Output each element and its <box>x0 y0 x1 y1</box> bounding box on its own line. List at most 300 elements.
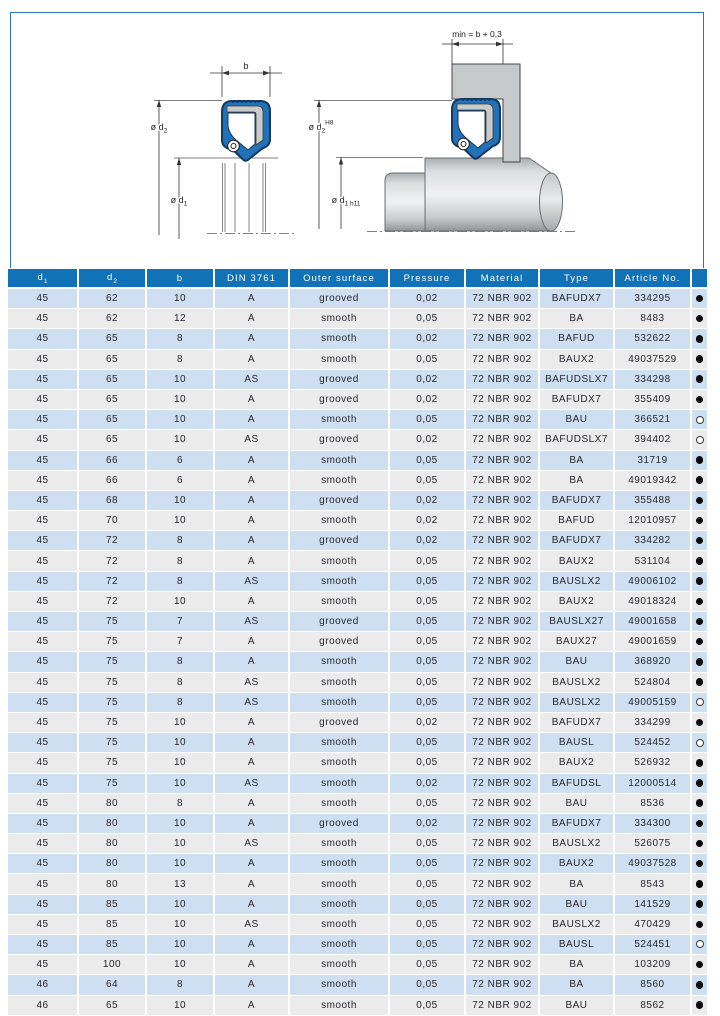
table-row <box>8 572 707 592</box>
cell-d1: 45 <box>8 491 79 511</box>
column-header-b: b <box>147 269 215 289</box>
cell-article-no: 49019342 <box>615 471 692 491</box>
cell-b: 8 <box>147 350 215 370</box>
cell-pressure: 0,05 <box>390 612 466 632</box>
cell-type: BA <box>540 451 615 471</box>
availability-dot-filled <box>696 759 704 767</box>
cell-din-3761: A <box>215 531 290 551</box>
table-row <box>8 370 707 390</box>
cell-b: 10 <box>147 390 215 410</box>
cell-d1: 45 <box>8 774 79 794</box>
table-row <box>8 410 707 430</box>
cell-din-3761: AS <box>215 673 290 693</box>
cell-outer-surface: smooth <box>290 451 390 471</box>
cell-din-3761: A <box>215 874 290 894</box>
cell-d2: 65 <box>79 370 147 390</box>
cell-article-no: 49037528 <box>615 854 692 874</box>
cell-din-3761: A <box>215 289 290 309</box>
table-row <box>8 996 707 1016</box>
dimension-label-d2-h8: ø $d_2^{H8}$ <box>308 119 334 135</box>
cell-pressure: 0,05 <box>390 935 466 955</box>
availability-dot-open <box>696 739 704 747</box>
column-header-pressure: Pressure <box>390 269 466 289</box>
cell-outer-surface: smooth <box>290 834 390 854</box>
cell-material: 72 NBR 902 <box>466 632 540 652</box>
cell-b: 8 <box>147 572 215 592</box>
cell-din-3761: A <box>215 309 290 329</box>
cell-type: BAU <box>540 652 615 672</box>
availability-cell <box>692 572 707 592</box>
table-row <box>8 693 707 713</box>
cell-d2: 75 <box>79 652 147 672</box>
cell-article-no: 49005159 <box>615 693 692 713</box>
cell-material: 72 NBR 902 <box>466 350 540 370</box>
cell-b: 10 <box>147 895 215 915</box>
cell-type: BAUSLX2 <box>540 572 615 592</box>
cell-article-no: 334299 <box>615 713 692 733</box>
cell-material: 72 NBR 902 <box>466 612 540 632</box>
table-row <box>8 874 707 894</box>
column-header-type: Type <box>540 269 615 289</box>
cell-material: 72 NBR 902 <box>466 774 540 794</box>
cell-article-no: 49018324 <box>615 592 692 612</box>
availability-dot-filled <box>696 396 704 404</box>
cell-d1: 45 <box>8 410 79 430</box>
cell-din-3761: A <box>215 551 290 571</box>
cell-pressure: 0,05 <box>390 975 466 995</box>
cell-outer-surface: smooth <box>290 673 390 693</box>
cell-type: BAU <box>540 410 615 430</box>
cell-pressure: 0,02 <box>390 814 466 834</box>
cell-outer-surface: smooth <box>290 572 390 592</box>
availability-cell <box>692 895 707 915</box>
cell-pressure: 0,02 <box>390 774 466 794</box>
table-row <box>8 390 707 410</box>
cell-pressure: 0,02 <box>390 531 466 551</box>
availability-dot-open <box>696 698 704 706</box>
cell-din-3761: A <box>215 410 290 430</box>
availability-dot-filled <box>696 335 704 343</box>
availability-dot-filled <box>696 497 704 505</box>
cell-din-3761: A <box>215 955 290 975</box>
cell-din-3761: A <box>215 329 290 349</box>
cell-d1: 45 <box>8 955 79 975</box>
availability-dot-filled <box>696 719 704 727</box>
cell-b: 10 <box>147 915 215 935</box>
dimension-label-d2: ø $d_2$ <box>150 122 168 135</box>
cell-outer-surface: grooved <box>290 713 390 733</box>
cell-d2: 62 <box>79 309 147 329</box>
cell-outer-surface: grooved <box>290 612 390 632</box>
cell-article-no: 532622 <box>615 329 692 349</box>
table-row <box>8 814 707 834</box>
table-row <box>8 551 707 571</box>
availability-cell <box>692 592 707 612</box>
dimension-d2 <box>151 100 222 235</box>
availability-dot-filled <box>696 375 704 383</box>
table-row <box>8 471 707 491</box>
availability-cell <box>692 652 707 672</box>
cell-din-3761: A <box>215 935 290 955</box>
availability-dot-filled <box>696 779 704 787</box>
availability-cell <box>692 996 707 1016</box>
cell-b: 10 <box>147 935 215 955</box>
availability-cell <box>692 673 707 693</box>
column-header-din-3761: DIN 3761 <box>215 269 290 289</box>
availability-dot-filled <box>696 618 704 626</box>
cell-d1: 46 <box>8 996 79 1016</box>
cell-b: 10 <box>147 753 215 773</box>
cell-type: BA <box>540 975 615 995</box>
cell-d1: 45 <box>8 854 79 874</box>
table-row <box>8 753 707 773</box>
cell-outer-surface: grooved <box>290 632 390 652</box>
table-row <box>8 713 707 733</box>
cell-material: 72 NBR 902 <box>466 673 540 693</box>
cell-d1: 45 <box>8 753 79 773</box>
cell-pressure: 0,02 <box>390 511 466 531</box>
cell-article-no: 49037529 <box>615 350 692 370</box>
cell-type: BAFUDX7 <box>540 814 615 834</box>
right-view-mounted-seal <box>309 29 577 232</box>
table-row <box>8 350 707 370</box>
cell-d1: 45 <box>8 814 79 834</box>
cell-pressure: 0,05 <box>390 652 466 672</box>
cell-din-3761: A <box>215 753 290 773</box>
cell-d2: 75 <box>79 632 147 652</box>
cell-d1: 45 <box>8 632 79 652</box>
cell-material: 72 NBR 902 <box>466 955 540 975</box>
table-row <box>8 592 707 612</box>
availability-cell <box>692 511 707 531</box>
cell-d2: 75 <box>79 774 147 794</box>
cell-b: 10 <box>147 774 215 794</box>
cell-din-3761: A <box>215 350 290 370</box>
availability-cell <box>692 491 707 511</box>
cell-din-3761: A <box>215 996 290 1016</box>
cell-d1: 45 <box>8 713 79 733</box>
cell-din-3761: A <box>215 733 290 753</box>
cell-d2: 65 <box>79 350 147 370</box>
column-header-availability <box>692 269 707 289</box>
table-row <box>8 612 707 632</box>
cell-material: 72 NBR 902 <box>466 511 540 531</box>
cell-type: BAUX2 <box>540 854 615 874</box>
cell-din-3761: A <box>215 471 290 491</box>
cell-d1: 45 <box>8 329 79 349</box>
cell-pressure: 0,05 <box>390 410 466 430</box>
cell-d2: 75 <box>79 733 147 753</box>
table-row <box>8 673 707 693</box>
availability-cell <box>692 350 707 370</box>
availability-cell <box>692 915 707 935</box>
cell-pressure: 0,05 <box>390 874 466 894</box>
cell-b: 10 <box>147 289 215 309</box>
cell-article-no: 368920 <box>615 652 692 672</box>
cell-type: BAFUDSL <box>540 774 615 794</box>
cell-type: BAUSL <box>540 935 615 955</box>
cell-pressure: 0,02 <box>390 390 466 410</box>
cell-article-no: 103209 <box>615 955 692 975</box>
cell-b: 8 <box>147 652 215 672</box>
cell-outer-surface: smooth <box>290 511 390 531</box>
cell-d2: 68 <box>79 491 147 511</box>
cell-pressure: 0,05 <box>390 794 466 814</box>
left-view-seal-section <box>151 61 295 239</box>
cell-pressure: 0,05 <box>390 996 466 1016</box>
cell-type: BA <box>540 309 615 329</box>
cell-b: 10 <box>147 370 215 390</box>
shaft <box>385 158 563 231</box>
cell-pressure: 0,05 <box>390 693 466 713</box>
cell-material: 72 NBR 902 <box>466 390 540 410</box>
column-header-outer-surface: Outer surface <box>290 269 390 289</box>
table-row <box>8 309 707 329</box>
availability-cell <box>692 794 707 814</box>
cell-type: BAUSL <box>540 733 615 753</box>
cell-b: 10 <box>147 996 215 1016</box>
availability-dot-open <box>696 436 704 444</box>
cell-outer-surface: grooved <box>290 430 390 450</box>
availability-cell <box>692 874 707 894</box>
table-row <box>8 632 707 652</box>
cell-din-3761: A <box>215 491 290 511</box>
availability-dot-filled <box>696 900 704 908</box>
cell-type: BAFUD <box>540 511 615 531</box>
cell-material: 72 NBR 902 <box>466 289 540 309</box>
cell-article-no: 334298 <box>615 370 692 390</box>
cell-pressure: 0,05 <box>390 834 466 854</box>
cell-d1: 45 <box>8 834 79 854</box>
cell-b: 8 <box>147 673 215 693</box>
cell-b: 6 <box>147 471 215 491</box>
table-row <box>8 794 707 814</box>
cell-outer-surface: smooth <box>290 350 390 370</box>
cell-material: 72 NBR 902 <box>466 309 540 329</box>
cell-material: 72 NBR 902 <box>466 996 540 1016</box>
cell-din-3761: A <box>215 511 290 531</box>
cell-pressure: 0,05 <box>390 350 466 370</box>
availability-dot-filled <box>696 820 704 828</box>
cell-article-no: 531104 <box>615 551 692 571</box>
cell-pressure: 0,05 <box>390 753 466 773</box>
availability-dot-filled <box>696 840 704 848</box>
cell-type: BAUSLX2 <box>540 693 615 713</box>
table-row <box>8 854 707 874</box>
cell-d2: 72 <box>79 572 147 592</box>
availability-cell <box>692 632 707 652</box>
cell-pressure: 0,05 <box>390 309 466 329</box>
cell-material: 72 NBR 902 <box>466 410 540 430</box>
cell-outer-surface: grooved <box>290 289 390 309</box>
cell-material: 72 NBR 902 <box>466 713 540 733</box>
cell-d1: 45 <box>8 612 79 632</box>
availability-dot-open <box>696 416 704 424</box>
cell-d1: 45 <box>8 309 79 329</box>
availability-cell <box>692 531 707 551</box>
cell-b: 10 <box>147 834 215 854</box>
cell-d2: 72 <box>79 551 147 571</box>
dimension-label-min-b: min = b + 0,3 <box>452 29 502 39</box>
table-row <box>8 289 707 309</box>
cell-outer-surface: smooth <box>290 854 390 874</box>
cell-article-no: 526075 <box>615 834 692 854</box>
table-row <box>8 491 707 511</box>
availability-cell <box>692 329 707 349</box>
cell-material: 72 NBR 902 <box>466 895 540 915</box>
availability-cell <box>692 854 707 874</box>
cell-pressure: 0,05 <box>390 572 466 592</box>
cell-d1: 45 <box>8 733 79 753</box>
cell-d2: 65 <box>79 390 147 410</box>
table-row <box>8 329 707 349</box>
cell-d2: 75 <box>79 753 147 773</box>
availability-dot-filled <box>696 476 704 484</box>
cell-din-3761: A <box>215 713 290 733</box>
cell-b: 8 <box>147 329 215 349</box>
availability-cell <box>692 753 707 773</box>
cell-material: 72 NBR 902 <box>466 874 540 894</box>
cell-b: 7 <box>147 632 215 652</box>
cell-d1: 45 <box>8 430 79 450</box>
column-header-d1: $d_1$ <box>8 269 79 289</box>
availability-dot-filled <box>696 921 704 929</box>
dimension-label-d1: ø $d_1$ <box>170 195 188 208</box>
cell-d2: 72 <box>79 531 147 551</box>
cell-d2: 75 <box>79 673 147 693</box>
table-row <box>8 895 707 915</box>
cell-d2: 64 <box>79 975 147 995</box>
cell-pressure: 0,02 <box>390 491 466 511</box>
cell-d1: 45 <box>8 935 79 955</box>
cell-material: 72 NBR 902 <box>466 551 540 571</box>
cell-b: 10 <box>147 430 215 450</box>
cell-article-no: 8543 <box>615 874 692 894</box>
availability-cell <box>692 693 707 713</box>
cell-type: BA <box>540 874 615 894</box>
cell-article-no: 8560 <box>615 975 692 995</box>
column-header-d2: $d_2$ <box>79 269 147 289</box>
cell-article-no: 141529 <box>615 895 692 915</box>
cell-b: 8 <box>147 531 215 551</box>
availability-dot-filled <box>696 678 704 686</box>
cell-d2: 80 <box>79 874 147 894</box>
cell-pressure: 0,02 <box>390 430 466 450</box>
cell-type: BAFUDX7 <box>540 531 615 551</box>
availability-cell <box>692 551 707 571</box>
cell-outer-surface: smooth <box>290 975 390 995</box>
cell-outer-surface: smooth <box>290 996 390 1016</box>
cell-outer-surface: grooved <box>290 370 390 390</box>
cell-type: BA <box>540 955 615 975</box>
availability-cell <box>692 774 707 794</box>
table-row <box>8 451 707 471</box>
cell-d1: 45 <box>8 794 79 814</box>
cell-d2: 65 <box>79 329 147 349</box>
table-row <box>8 774 707 794</box>
dimension-b <box>210 61 282 97</box>
technical-drawing-panel <box>10 12 704 268</box>
cell-outer-surface: smooth <box>290 915 390 935</box>
cell-type: BAUX27 <box>540 632 615 652</box>
cell-d2: 70 <box>79 511 147 531</box>
table-row <box>8 915 707 935</box>
cell-pressure: 0,05 <box>390 551 466 571</box>
cell-material: 72 NBR 902 <box>466 451 540 471</box>
cell-outer-surface: smooth <box>290 309 390 329</box>
cell-b: 10 <box>147 854 215 874</box>
table-header-row <box>8 269 707 289</box>
cell-d1: 45 <box>8 289 79 309</box>
cell-material: 72 NBR 902 <box>466 854 540 874</box>
table-row <box>8 531 707 551</box>
dimension-label-b: b <box>243 61 249 71</box>
cell-type: BAUSLX2 <box>540 834 615 854</box>
cell-article-no: 49001659 <box>615 632 692 652</box>
cell-d2: 80 <box>79 794 147 814</box>
cell-d2: 62 <box>79 289 147 309</box>
cell-din-3761: A <box>215 794 290 814</box>
cell-material: 72 NBR 902 <box>466 652 540 672</box>
cell-din-3761: A <box>215 451 290 471</box>
column-header-material: Material <box>466 269 540 289</box>
cell-d2: 65 <box>79 430 147 450</box>
cell-d2: 66 <box>79 471 147 491</box>
cell-material: 72 NBR 902 <box>466 753 540 773</box>
cell-type: BAFUDSLX7 <box>540 370 615 390</box>
cell-type: BAFUDX7 <box>540 390 615 410</box>
availability-cell <box>692 451 707 471</box>
availability-dot-filled <box>696 295 704 303</box>
cell-b: 10 <box>147 491 215 511</box>
cell-article-no: 12010957 <box>615 511 692 531</box>
dimension-d1 <box>171 158 278 239</box>
cell-d1: 45 <box>8 531 79 551</box>
availability-dot-filled <box>696 577 704 585</box>
availability-cell <box>692 410 707 430</box>
cell-outer-surface: grooved <box>290 814 390 834</box>
cell-b: 12 <box>147 309 215 329</box>
cell-material: 72 NBR 902 <box>466 834 540 854</box>
cell-type: BAFUDX7 <box>540 491 615 511</box>
table-row <box>8 935 707 955</box>
availability-cell <box>692 370 707 390</box>
shaft-surface-lines <box>223 163 266 232</box>
cell-din-3761: AS <box>215 774 290 794</box>
availability-dot-filled <box>696 355 704 363</box>
cell-material: 72 NBR 902 <box>466 491 540 511</box>
cell-outer-surface: smooth <box>290 551 390 571</box>
availability-cell <box>692 834 707 854</box>
cell-article-no: 394402 <box>615 430 692 450</box>
cell-outer-surface: smooth <box>290 955 390 975</box>
cell-b: 8 <box>147 975 215 995</box>
cell-article-no: 524804 <box>615 673 692 693</box>
cell-d1: 45 <box>8 471 79 491</box>
availability-cell <box>692 612 707 632</box>
cell-d1: 45 <box>8 572 79 592</box>
cell-din-3761: A <box>215 390 290 410</box>
cell-article-no: 524452 <box>615 733 692 753</box>
cell-d1: 45 <box>8 451 79 471</box>
cell-din-3761: AS <box>215 612 290 632</box>
cell-d1: 46 <box>8 975 79 995</box>
cell-article-no: 355488 <box>615 491 692 511</box>
table-row <box>8 430 707 450</box>
cell-d2: 72 <box>79 592 147 612</box>
cell-type: BAUSLX2 <box>540 915 615 935</box>
table-body <box>8 289 707 1016</box>
